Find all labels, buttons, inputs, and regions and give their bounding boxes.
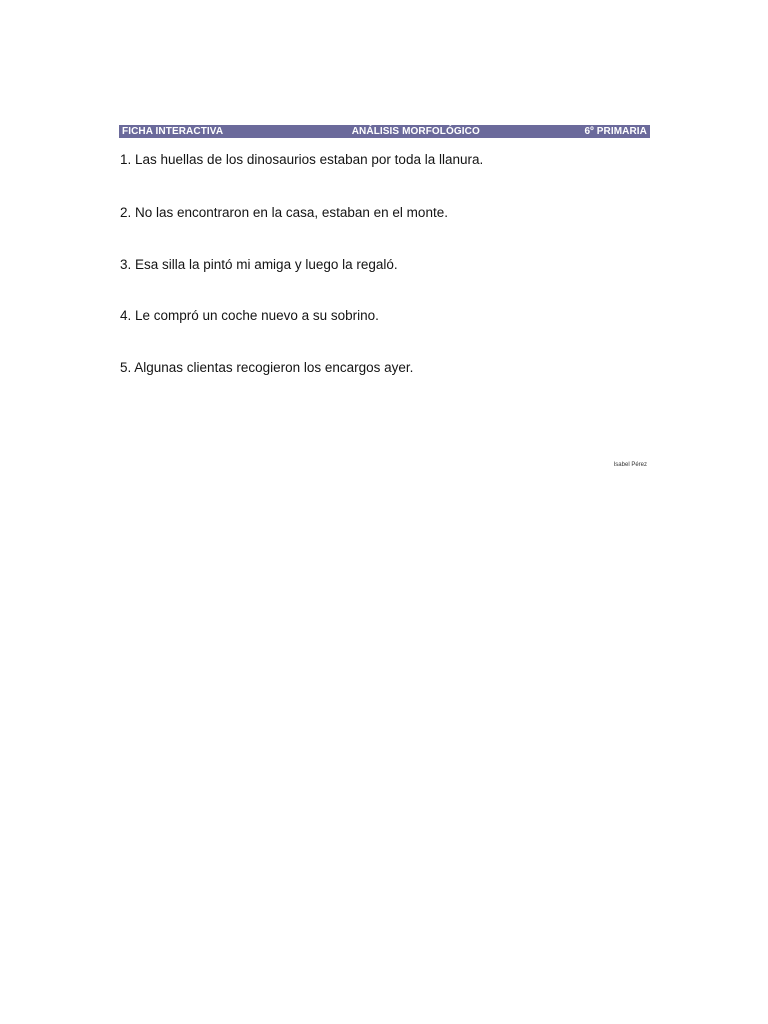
sentence-4: 4. Le compró un coche nuevo a su sobrino. [120, 308, 379, 323]
worksheet-header-bar [119, 125, 650, 138]
sentence-1: 1. Las huellas de los dinosaurios estaban por toda la llanura. [120, 152, 484, 167]
header-title: FICHA INTERACTIVA [122, 126, 224, 137]
author-credit: Isabel Pérez [613, 462, 647, 468]
header-subject: ANÁLISIS MORFOLÓGICO [351, 126, 480, 137]
sentence-3: 3. Esa silla la pintó mi amiga y luego la regaló. [120, 257, 398, 272]
header-grade: 6º PRIMARIA [584, 126, 647, 137]
sentence-5: 5. Algunas clientas recogieron los encargos ayer. [120, 360, 414, 375]
sentence-2: 2. No las encontraron en la casa, estaban en el monte. [120, 205, 448, 220]
